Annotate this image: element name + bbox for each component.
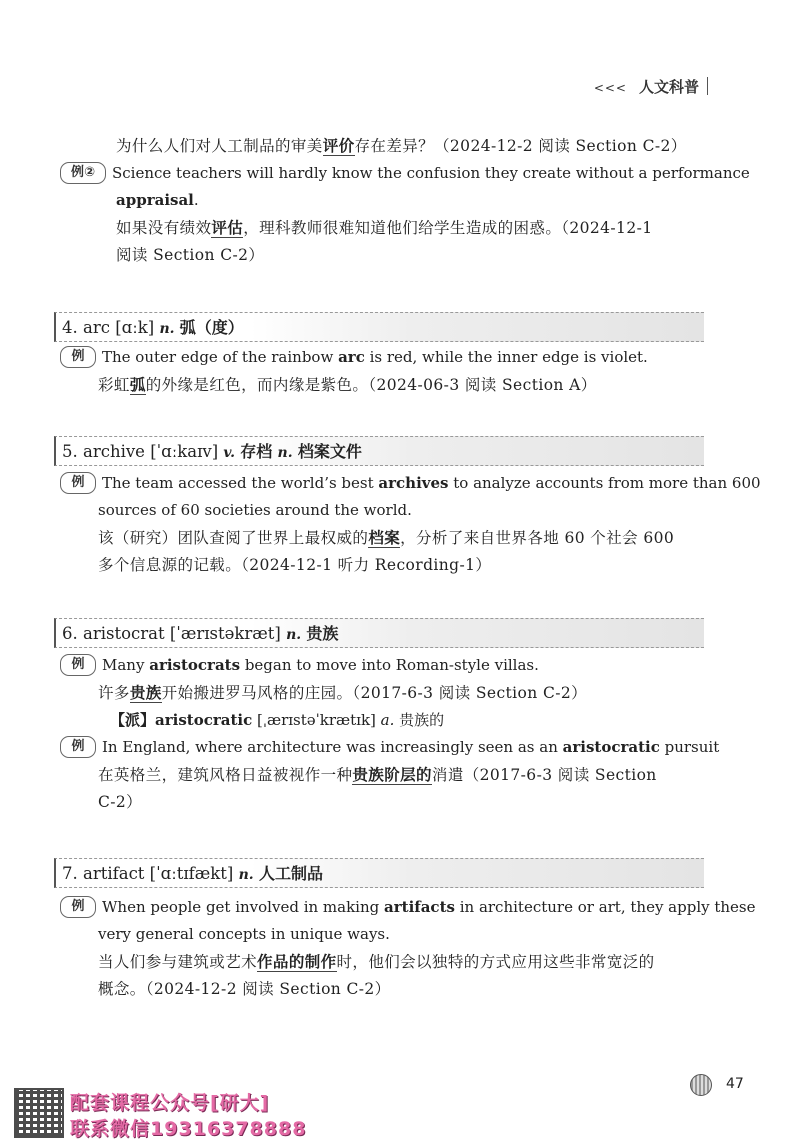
header-divider xyxy=(707,77,708,95)
example-en: 例 Many aristocrats began to move into Roman-style villas. xyxy=(60,652,710,679)
example-en: 例 The team accessed the world’s best archives to analyze accounts from more than 600 xyxy=(60,470,710,497)
running-header xyxy=(594,76,708,97)
page-number: 47 xyxy=(726,1076,744,1092)
entry-head-archive: 5. archive [ˈɑːkaɪv] v. 存档 n. 档案文件 xyxy=(54,436,704,466)
example-2-zh: 如果没有绩效评估，理科教师很难知道他们给学生造成的困惑。（2024-12-1 xyxy=(116,218,653,237)
example-2-en: 例② Science teachers will hardly know the confusion they create without a performance xyxy=(60,160,710,187)
intro-block xyxy=(60,132,750,269)
header-title: 人文科普 xyxy=(638,78,699,96)
example-zh-cont: 多个信息源的记载。（2024-12-1 听力 Recording-1） xyxy=(98,556,492,574)
example-en: 例 The outer edge of the rainbow arc is red, while the inner edge is violet. xyxy=(60,344,710,371)
example-2-en-cont: appraisal. xyxy=(116,191,199,209)
entry-archive-body xyxy=(60,470,761,579)
example-badge: 例 xyxy=(60,472,96,494)
entry-arc-body xyxy=(60,344,710,399)
entry-head-artifact: 7. artifact [ˈɑːtɪfækt] n. 人工制品 xyxy=(54,858,704,888)
qr-code xyxy=(14,1088,64,1138)
example-zh: 当人们参与建筑或艺术作品的制作时，他们会以独特的方式应用这些非常宽泛的 xyxy=(98,952,655,971)
example-badge: 例 xyxy=(60,654,96,676)
example-en-cont: sources of 60 societies around the world. xyxy=(98,501,412,519)
example-zh-cont: 概念。（2024-12-2 阅读 Section C-2） xyxy=(98,980,391,998)
entry-head-arc: 4. arc [ɑːk] n. 弧（度） xyxy=(54,312,704,342)
entry-artifact-body xyxy=(60,894,756,1003)
example-2-zh-cont: 阅读 Section C-2） xyxy=(116,246,265,264)
watermark-line-1: 配套课程公众号[研大] xyxy=(70,1092,270,1114)
intro-zh-1: 为什么人们对人工制品的审美评价存在差异？（2024-12-2 阅读 Section C-2） xyxy=(116,136,687,155)
example-en: 例 When people get involved in making artifacts in architecture or art, they apply these xyxy=(60,894,710,921)
example-2-zh: 在英格兰，建筑风格日益被视作一种贵族阶层的消遣（2017-6-3 阅读 Section xyxy=(98,765,657,784)
example-zh: 许多贵族开始搬进罗马风格的庄园。（2017-6-3 阅读 Section C-2） xyxy=(98,683,588,702)
entry-head-aristocrat: 6. aristocrat [ˈærɪstəkræt] n. 贵族 xyxy=(54,618,704,648)
example-en-cont: very general concepts in unique ways. xyxy=(98,925,390,943)
derivative-tag: 【派】 xyxy=(110,711,156,729)
example-badge: 例 xyxy=(60,346,96,368)
watermark-line-2: 联系微信19316378888 xyxy=(70,1118,307,1140)
entry-aristocrat-body xyxy=(60,652,720,816)
example-badge: 例 xyxy=(60,896,96,918)
header-arrows: <<< xyxy=(593,81,627,95)
page-disc-icon xyxy=(690,1074,712,1096)
example-2-en: 例 In England, where architecture was increasingly seen as an aristocratic pursuit xyxy=(60,734,710,761)
example-zh: 彩虹弧的外缘是红色，而内缘是紫色。（2024-06-3 阅读 Section A） xyxy=(98,375,597,394)
derivative-line: 【派】aristocratic [ˌærɪstəˈkrætɪk] a. 贵族的 xyxy=(110,711,445,729)
example-badge: 例② xyxy=(60,162,106,184)
example-2-zh-cont: C-2） xyxy=(98,793,143,811)
example-badge: 例 xyxy=(60,736,96,758)
example-zh: 该（研究）团队查阅了世界上最权威的档案，分析了来自世界各地 60 个社会 600 xyxy=(98,528,675,547)
